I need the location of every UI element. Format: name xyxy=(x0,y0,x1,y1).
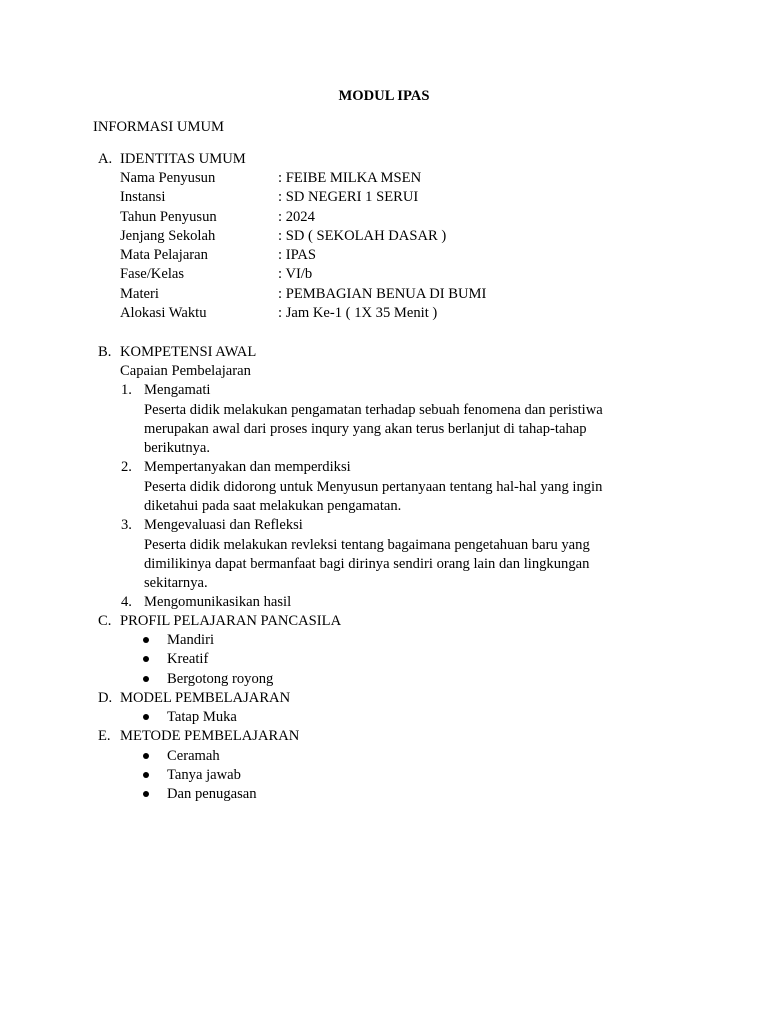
bullet-icon xyxy=(143,656,149,662)
identity-label-fase-kelas: Fase/Kelas xyxy=(120,266,185,282)
identity-label-mata-pelajaran: Mata Pelajaran xyxy=(120,247,208,263)
section-e-heading: METODE PEMBELAJARAN xyxy=(120,728,300,744)
list-number: 4. xyxy=(121,594,132,610)
list-item-text: diketahui pada saat melakukan pengamatan. xyxy=(144,498,402,514)
identity-value-materi: : PEMBAGIAN BENUA DI BUMI xyxy=(278,286,487,302)
bullet-icon xyxy=(143,753,149,759)
section-b-subheading: Capaian Pembelajaran xyxy=(120,363,251,379)
bullet-icon xyxy=(143,714,149,720)
bullet-icon xyxy=(143,676,149,682)
identity-value-alokasi-waktu: : Jam Ke-1 ( 1X 35 Menit ) xyxy=(278,305,438,321)
list-item-title: Mengomunikasikan hasil xyxy=(144,594,292,610)
bullet-item: Dan penugasan xyxy=(167,786,257,802)
identity-value-fase-kelas: : VI/b xyxy=(278,266,313,282)
list-item-title: Mengamati xyxy=(144,382,211,398)
list-item-text: Peserta didik melakukan pengamatan terhadap sebuah fenomena dan peristiwa xyxy=(144,402,603,418)
list-item-title: Mengevaluasi dan Refleksi xyxy=(144,517,303,533)
bullet-item: Mandiri xyxy=(167,632,215,648)
section-c-heading: PROFIL PELAJARAN PANCASILA xyxy=(120,613,342,629)
bullet-item: Tatap Muka xyxy=(167,709,237,725)
identity-value-instansi: : SD NEGERI 1 SERUI xyxy=(278,189,419,205)
list-number: 3. xyxy=(121,517,132,533)
list-item-text: Peserta didik melakukan revleksi tentang bagaimana pengetahuan baru yang xyxy=(144,537,590,553)
identity-value-mata-pelajaran: : IPAS xyxy=(278,247,316,263)
section-b-heading: KOMPETENSI AWAL xyxy=(120,344,257,360)
bullet-icon xyxy=(143,791,149,797)
identity-label-materi: Materi xyxy=(120,286,159,302)
section-e-marker: E. xyxy=(98,728,111,744)
identity-label-jenjang-sekolah: Jenjang Sekolah xyxy=(120,228,216,244)
informasi-umum-heading: INFORMASI UMUM xyxy=(93,119,224,135)
bullet-item: Tanya jawab xyxy=(167,767,241,783)
bullet-icon xyxy=(143,772,149,778)
section-c-marker: C. xyxy=(98,613,112,629)
identity-label-nama-penyusun: Nama Penyusun xyxy=(120,170,216,186)
list-item-text: merupakan awal dari proses inqury yang akan terus berlanjut di tahap-tahap xyxy=(144,421,587,437)
list-item-text: berikutnya. xyxy=(144,440,211,456)
bullet-item: Kreatif xyxy=(167,651,209,667)
bullet-item: Ceramah xyxy=(167,748,220,764)
identity-value-jenjang-sekolah: : SD ( SEKOLAH DASAR ) xyxy=(278,228,447,244)
section-d-heading: MODEL PEMBELAJARAN xyxy=(120,690,291,706)
identity-label-instansi: Instansi xyxy=(120,189,166,205)
list-number: 1. xyxy=(121,382,132,398)
bullet-item: Bergotong royong xyxy=(167,671,274,687)
section-d-marker: D. xyxy=(98,690,113,706)
section-a-heading: IDENTITAS UMUM xyxy=(120,151,246,167)
document-title: MODUL IPAS xyxy=(338,88,430,104)
list-number: 2. xyxy=(121,459,132,475)
list-item-text: sekitarnya. xyxy=(144,575,208,591)
list-item-text: dimilikinya dapat bermanfaat bagi dirinya sendiri orang lain dan lingkungan xyxy=(144,556,590,572)
section-b-marker: B. xyxy=(98,344,112,360)
list-item-text: Peserta didik didorong untuk Menyusun pertanyaan tentang hal-hal yang ingin xyxy=(144,479,603,495)
identity-value-nama-penyusun: : FEIBE MILKA MSEN xyxy=(278,170,422,186)
bullet-icon xyxy=(143,637,149,643)
identity-value-tahun-penyusun: : 2024 xyxy=(278,209,315,225)
identity-label-alokasi-waktu: Alokasi Waktu xyxy=(120,305,207,321)
identity-label-tahun-penyusun: Tahun Penyusun xyxy=(120,209,217,225)
section-a-marker: A. xyxy=(98,151,113,167)
list-item-title: Mempertanyakan dan memperdiksi xyxy=(144,459,351,475)
